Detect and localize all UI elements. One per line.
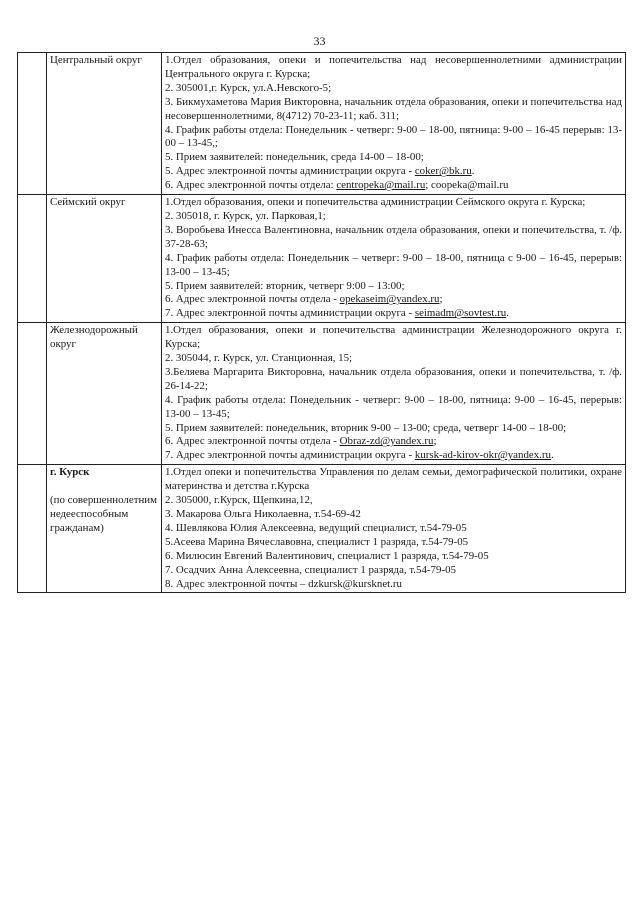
email-link[interactable]: Obraz-zd@yandex.ru bbox=[339, 435, 434, 448]
info-line bbox=[165, 82, 622, 96]
info-cell bbox=[162, 53, 626, 195]
district-cell bbox=[47, 195, 162, 323]
table-row bbox=[18, 465, 626, 593]
info-text: 7. Адрес электронной почты администрации округа - bbox=[165, 307, 415, 320]
info-text: 1.Отдел опеки и попечительства Управления по делам семьи, демографической политики, охране материнства и детства г.Курска bbox=[165, 466, 622, 493]
table-row bbox=[18, 53, 626, 195]
info-line bbox=[165, 449, 622, 463]
info-text: 4. График работы отдела: Понедельник - четверг: 9-00 – 18-00, пятница: 9-00 – 16-45 перерыв: 13-00 – 13-45,; bbox=[165, 123, 622, 150]
info-cell bbox=[162, 195, 626, 323]
contacts-table bbox=[17, 52, 626, 593]
info-cell bbox=[162, 323, 626, 465]
info-line bbox=[165, 324, 622, 352]
info-text: 1.Отдел образования, опеки и попечительства администрации Сеймского округа г. Курска; bbox=[165, 196, 586, 209]
info-line bbox=[165, 394, 622, 422]
info-text: 5. Адрес электронной почты администрации округа - bbox=[165, 165, 415, 178]
info-cell bbox=[162, 465, 626, 593]
info-text: 5. Прием заявителей: вторник, четверг 9:00 – 13:00; bbox=[165, 279, 405, 292]
info-line bbox=[165, 151, 622, 165]
info-line bbox=[165, 210, 622, 224]
district-name: Сеймский округ bbox=[50, 196, 126, 209]
info-line bbox=[165, 307, 622, 321]
info-line bbox=[165, 466, 622, 494]
info-text: 4. График работы отдела: Понедельник - четверг: 9-00 – 18-00, пятница: 9-00 – 16-45, перерыв: 13-00 – 13-45; bbox=[165, 393, 622, 420]
table-row bbox=[18, 195, 626, 323]
info-text: ; bbox=[439, 293, 443, 306]
district-cell bbox=[47, 323, 162, 465]
info-line bbox=[165, 165, 622, 179]
info-line bbox=[165, 280, 622, 294]
info-text: 1.Отдел образования, опеки и попечительства администрации Железнодорожного округа г. Курска; bbox=[165, 324, 622, 351]
info-text: 4. Шевлякова Юлия Алексеевна, ведущий специалист, т.54-79-05 bbox=[165, 521, 467, 534]
info-text: 8. Адрес электронной почты – dzkursk@kursknet.ru bbox=[165, 577, 402, 590]
info-text: 2. 305018, г. Курск, ул. Парковая,1; bbox=[165, 209, 326, 222]
info-line bbox=[165, 352, 622, 366]
info-line bbox=[165, 196, 622, 210]
info-line bbox=[165, 96, 622, 124]
info-line bbox=[165, 578, 622, 592]
page-number: 33 bbox=[313, 34, 326, 48]
info-text: 3. Воробьева Инесса Валентиновна, начальник отдела образования, опеки и попечительства, т. /ф. 37-28-63; bbox=[165, 223, 622, 250]
info-line bbox=[165, 564, 622, 578]
info-line bbox=[165, 522, 622, 536]
info-text: . bbox=[550, 449, 554, 462]
info-text: 6. Адрес электронной почты отдела - bbox=[165, 435, 340, 448]
info-line bbox=[165, 366, 622, 394]
info-line bbox=[165, 124, 622, 152]
info-line bbox=[165, 54, 622, 82]
district-cell bbox=[47, 53, 162, 195]
info-text: 5. Прием заявителей: понедельник, вторник 9-00 – 13-00; среда, четверг 14-00 – 18-00; bbox=[165, 421, 567, 434]
info-text: 2. 305044, г. Курск, ул. Станционная, 15; bbox=[165, 352, 353, 365]
info-line bbox=[165, 422, 622, 436]
email-link[interactable]: coker@bk.ru bbox=[414, 165, 472, 178]
email-link[interactable]: seimadm@sovtest.ru bbox=[414, 307, 507, 320]
info-text: 6. Адрес электронной почты отдела: bbox=[165, 179, 337, 192]
info-text: 1.Отдел образования, опеки и попечительства над несовершеннолетними администрации Центрального округа г. Курска; bbox=[165, 54, 622, 80]
info-line bbox=[165, 224, 622, 252]
info-text: 2. 305001,г. Курск, ул.А.Невского-5; bbox=[165, 81, 332, 94]
info-text: 2. 305000, г.Курск, Щепкина,12, bbox=[165, 494, 313, 507]
info-text: 3. Бикмухаметова Мария Викторовна, начальник отдела образования, опеки и попечительства над несовершеннолетними, 8(4712) 70-23-11; каб. 311; bbox=[165, 95, 622, 122]
info-text: 7. Адрес электронной почты администрации округа - bbox=[165, 449, 415, 462]
info-text: 3. Макарова Ольга Николаевна, т.54-69-42 bbox=[165, 508, 361, 520]
row-number-cell bbox=[18, 465, 47, 593]
district-note: (по совершеннолетним недееспособным гражданам) bbox=[50, 494, 158, 534]
info-text: . bbox=[471, 165, 475, 178]
info-text: 4. График работы отдела: Понедельник – четверг: 9-00 – 18-00, пятница с 9-00 – 16-45, перерыв: 13-00 – 13-45; bbox=[165, 251, 622, 278]
info-text: 6. Адрес электронной почты отдела - bbox=[165, 293, 340, 306]
contacts-table-body bbox=[18, 53, 626, 593]
row-number-cell bbox=[18, 195, 47, 323]
district-name: г. Курск bbox=[50, 466, 90, 479]
info-text: ; bbox=[433, 435, 437, 448]
email-link[interactable]: kursk-ad-kirov-okr@yandex.ru bbox=[414, 449, 551, 462]
info-line bbox=[165, 293, 622, 307]
info-text: 5. Прием заявителей: понедельник, среда 14-00 – 18-00; bbox=[165, 151, 424, 164]
info-line bbox=[165, 508, 622, 522]
email-link[interactable]: centropeka@mail.ru bbox=[336, 179, 426, 192]
email-link[interactable]: opekaseim@yandex.ru bbox=[339, 293, 440, 306]
info-line bbox=[165, 536, 622, 550]
info-text: 7. Осадчих Анна Алексеевна, специалист 1 разряда, т.54-79-05 bbox=[165, 563, 456, 576]
row-number-cell bbox=[18, 323, 47, 465]
district-name: Центральный округ bbox=[50, 54, 142, 66]
district-name: Железнодорожный округ bbox=[50, 324, 138, 351]
info-text: ; coopeka@mail.ru bbox=[425, 179, 509, 192]
info-line bbox=[165, 179, 622, 193]
info-line bbox=[165, 494, 622, 508]
info-text: 5.Асеева Марина Вячеславовна, специалист 1 разряда, т.54-79-05 bbox=[165, 535, 469, 548]
row-number-cell bbox=[18, 53, 47, 195]
info-line bbox=[165, 435, 622, 449]
info-line bbox=[165, 252, 622, 280]
info-text: . bbox=[506, 307, 509, 320]
info-text: 3.Беляева Маргарита Викторовна, начальник отдела образования, опеки и попечительства, т. /ф. 26-14-22; bbox=[165, 365, 622, 392]
table-row bbox=[18, 323, 626, 465]
info-line bbox=[165, 550, 622, 564]
info-text: 6. Милюсин Евгений Валентинович, специалист 1 разряда, т.54-79-05 bbox=[165, 549, 489, 562]
district-cell bbox=[47, 465, 162, 593]
